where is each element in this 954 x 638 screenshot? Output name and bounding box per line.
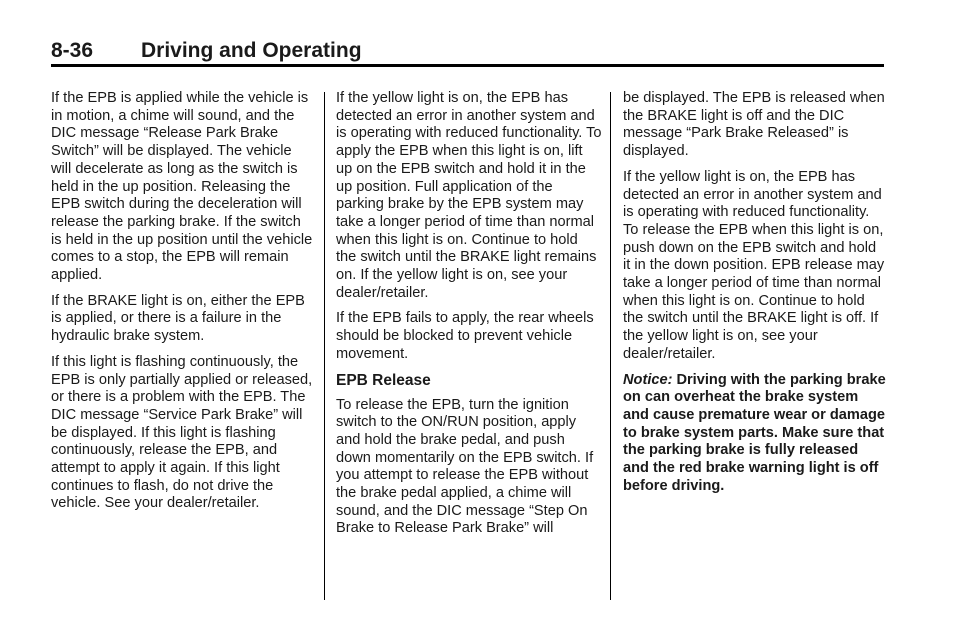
paragraph: If this light is flashing continuously, the EPB is only partially applied or released, or there is a problem with the EPB. The DIC message “Service Park Brake” will be displayed. If this light is flashing continuously, release the EPB, and attempt to apply it again. If this light continues to flash, do not drive the vehicle. See your dealer/retailer. <box>51 353 313 512</box>
subheading-epb-release: EPB Release <box>336 371 431 389</box>
notice-text: Driving with the parking brake on can overheat the brake system and cause premature wear or damage to brake system parts. Make sure that the parking brake is fully released and the red brake warning light is off before driving. <box>623 371 886 494</box>
paragraph: If the BRAKE light is on, either the EPB is applied, or there is a failure in the hydraulic brake system. <box>51 292 305 345</box>
paragraph: If the yellow light is on, the EPB has detected an error in another system and is operating with reduced functionality. To apply the EPB when this light is on, lift up on the EPB switch and hold it in the up position. Full application of the parking brake by the EPB system may take a longer period of time than normal when this light is on. Continue to hold the switch until the BRAKE light remains on. If the yellow light is on, see your dealer/retailer. <box>336 90 602 301</box>
paragraph: If the EPB is applied while the vehicle is in motion, a chime will sound, and the DIC message “Release Park Brake Switch” will be displayed. The vehicle will decelerate as long as the switch is held in the up position. Releasing the EPB switch during the deceleration will release the parking brake. If the switch is held in the up position until the vehicle comes to a stop, the EPB will remain applied. <box>51 90 313 284</box>
text-column-2 <box>336 90 602 546</box>
column-divider <box>610 92 611 600</box>
page-header <box>51 38 884 64</box>
notice-block <box>623 372 887 496</box>
paragraph: If the yellow light is on, the EPB has detected an error in another system and is operating with reduced functionality. To release the EPB when this light is on, push down on the EPB switch and hold it in the down position. EPB release may take a longer period of time than normal when this light is on. Continue to hold the switch until the BRAKE light is off. If the yellow light is on, see your dealer/retailer. <box>623 168 885 362</box>
page-number: 8-36 <box>51 39 94 62</box>
header-rule <box>51 64 884 67</box>
text-column-1 <box>51 90 313 521</box>
notice-label: Notice: <box>623 371 673 388</box>
section-title: Driving and Operating <box>141 39 362 62</box>
paragraph: To release the EPB, turn the ignition switch to the ON/RUN position, apply and hold the brake pedal, and push down momentarily on the EPB switch. If you attempt to release the EPB without the brake pedal applied, a chime will sound, and the DIC message “Step On Brake to Release Park Brake” will <box>336 396 594 537</box>
paragraph: be displayed. The EPB is released when the BRAKE light is off and the DIC message “Park Brake Released” is displayed. <box>623 90 885 160</box>
text-column-3 <box>623 90 887 503</box>
column-divider <box>324 92 325 600</box>
paragraph: If the EPB fails to apply, the rear wheels should be blocked to prevent vehicle movement. <box>336 310 594 362</box>
